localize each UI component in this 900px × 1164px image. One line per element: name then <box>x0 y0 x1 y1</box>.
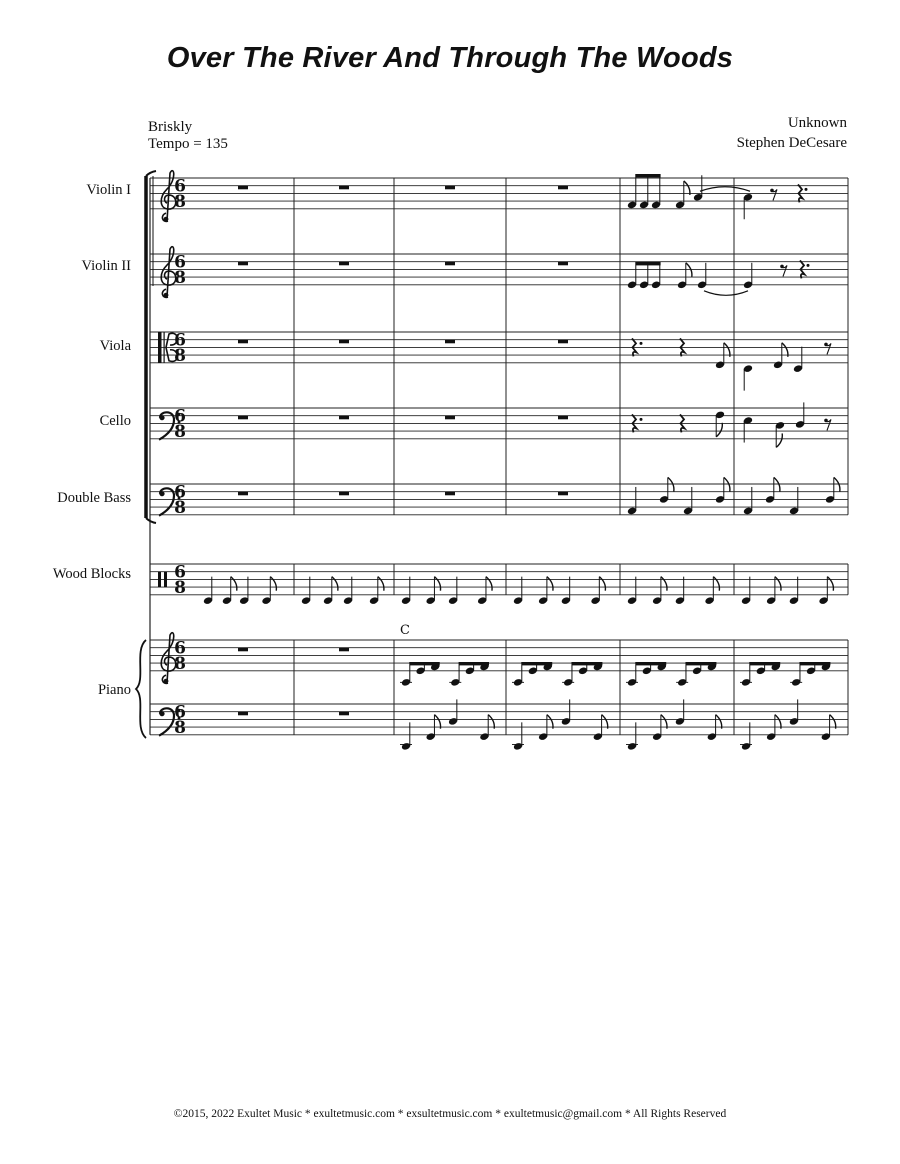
measure-rest <box>238 492 248 496</box>
note-flag <box>231 577 237 591</box>
note-beam <box>636 662 666 665</box>
note-flag <box>830 715 836 729</box>
instrument-label-piano: Piano <box>97 682 131 698</box>
note-beam <box>410 662 440 665</box>
time-signature-top: 6 <box>174 562 186 583</box>
augmentation-dot <box>807 264 810 267</box>
note-flag <box>434 577 440 591</box>
note-beam <box>686 662 716 665</box>
note-flag <box>775 715 781 729</box>
augmentation-dot <box>640 418 643 421</box>
time-signature-bottom: 8 <box>174 268 186 288</box>
measure-rest <box>558 262 568 266</box>
note-flag <box>684 181 690 195</box>
instrument-label-violin-2: Violin II <box>81 258 131 274</box>
note-beam <box>800 662 830 665</box>
measure-rest <box>558 416 568 420</box>
measure-rest <box>339 712 349 716</box>
note-flag <box>827 577 833 591</box>
time-signature-bottom: 8 <box>174 578 186 598</box>
measure-rest <box>339 186 349 190</box>
eighth-rest <box>826 419 831 430</box>
note-beam <box>522 662 552 665</box>
bass-clef-icon <box>159 711 164 716</box>
bass-clef-icon <box>159 415 164 420</box>
note-flag <box>661 577 667 591</box>
measure-rest <box>238 186 248 190</box>
time-signature-top: 6 <box>174 638 186 659</box>
treble-clef-icon <box>164 293 169 298</box>
treble-clef-icon <box>164 679 169 684</box>
note-flag <box>332 577 338 591</box>
composer-credit: Stephen DeCesare <box>736 135 847 151</box>
time-signature-top: 6 <box>174 330 186 351</box>
note-beam <box>636 262 661 265</box>
percussion-clef-icon <box>164 572 167 587</box>
copyright-footer: ©2015, 2022 Exultet Music * exultetmusic.com * exsultetmusic.com * exultetmusic@gmail.com * All Rights Reserved <box>173 1108 727 1120</box>
time-signature-bottom: 8 <box>174 346 186 366</box>
note-flag <box>776 433 782 447</box>
eighth-rest <box>772 189 777 200</box>
measure-rest <box>445 492 455 496</box>
treble-clef-icon <box>164 217 169 222</box>
measure-rest <box>339 340 349 344</box>
measure-rest <box>558 492 568 496</box>
measure-rest <box>445 340 455 344</box>
time-signature-top: 6 <box>174 406 186 427</box>
measure-rest <box>238 262 248 266</box>
measure-rest <box>238 416 248 420</box>
measure-rest <box>445 186 455 190</box>
tempo-word: Briskly <box>148 119 193 135</box>
instrument-label-viola: Viola <box>99 338 131 354</box>
measure-rest <box>339 262 349 266</box>
eighth-rest <box>782 265 787 276</box>
tie <box>704 291 748 296</box>
instrument-label-wood-blocks: Wood Blocks <box>52 566 131 582</box>
note-beam <box>636 174 661 177</box>
note-flag <box>775 577 781 591</box>
instrument-label-double-bass: Double Bass <box>57 490 131 506</box>
note-flag <box>434 715 440 729</box>
note-flag <box>716 715 722 729</box>
note-flag <box>378 577 384 591</box>
measure-rest <box>238 712 248 716</box>
measure-rest <box>339 648 349 652</box>
bass-clef-icon <box>159 491 164 496</box>
measure-rest <box>445 416 455 420</box>
measure-rest <box>558 186 568 190</box>
percussion-clef-icon <box>158 572 161 587</box>
note-beam <box>750 662 780 665</box>
time-signature-top: 6 <box>174 252 186 273</box>
note-beam <box>572 662 602 665</box>
augmentation-dot <box>805 188 808 191</box>
time-signature-bottom: 8 <box>174 422 186 442</box>
alto-clef-icon <box>158 332 162 363</box>
time-signature-bottom: 8 <box>174 192 186 212</box>
tie <box>700 187 750 192</box>
time-signature-top: 6 <box>174 482 186 503</box>
note-flag <box>486 577 492 591</box>
note-beam <box>459 662 489 665</box>
note-flag <box>716 423 722 437</box>
chord-symbol-c: C <box>400 623 410 638</box>
instrument-label-cello: Cello <box>99 413 131 429</box>
note-flag <box>547 577 553 591</box>
note-flag <box>599 577 605 591</box>
alto-clef-icon <box>164 332 165 363</box>
instrument-label-violin-1: Violin I <box>86 182 131 198</box>
time-signature-bottom: 8 <box>174 498 186 518</box>
time-signature-bottom: 8 <box>174 654 186 674</box>
note-flag <box>547 715 553 729</box>
lyricist-credit: Unknown <box>787 115 847 131</box>
measure-rest <box>238 340 248 344</box>
bracket-top-hook <box>146 171 156 176</box>
note-flag <box>661 715 667 729</box>
time-signature-top: 6 <box>174 702 186 723</box>
note-flag <box>488 715 494 729</box>
note-flag <box>713 577 719 591</box>
measure-rest <box>339 416 349 420</box>
score-title: Over The River And Through The Woods <box>166 42 734 74</box>
eighth-rest <box>826 343 831 354</box>
measure-rest <box>339 492 349 496</box>
measure-rest <box>445 262 455 266</box>
tempo-marking: Tempo = 135 <box>148 136 228 152</box>
note-flag <box>602 715 608 729</box>
time-signature-top: 6 <box>174 176 186 197</box>
time-signature-bottom: 8 <box>174 718 186 738</box>
augmentation-dot <box>640 342 643 345</box>
piano-brace <box>136 640 146 738</box>
measure-rest <box>558 340 568 344</box>
bracket-bottom-hook <box>146 518 156 523</box>
measure-rest <box>238 648 248 652</box>
note-flag <box>270 577 276 591</box>
